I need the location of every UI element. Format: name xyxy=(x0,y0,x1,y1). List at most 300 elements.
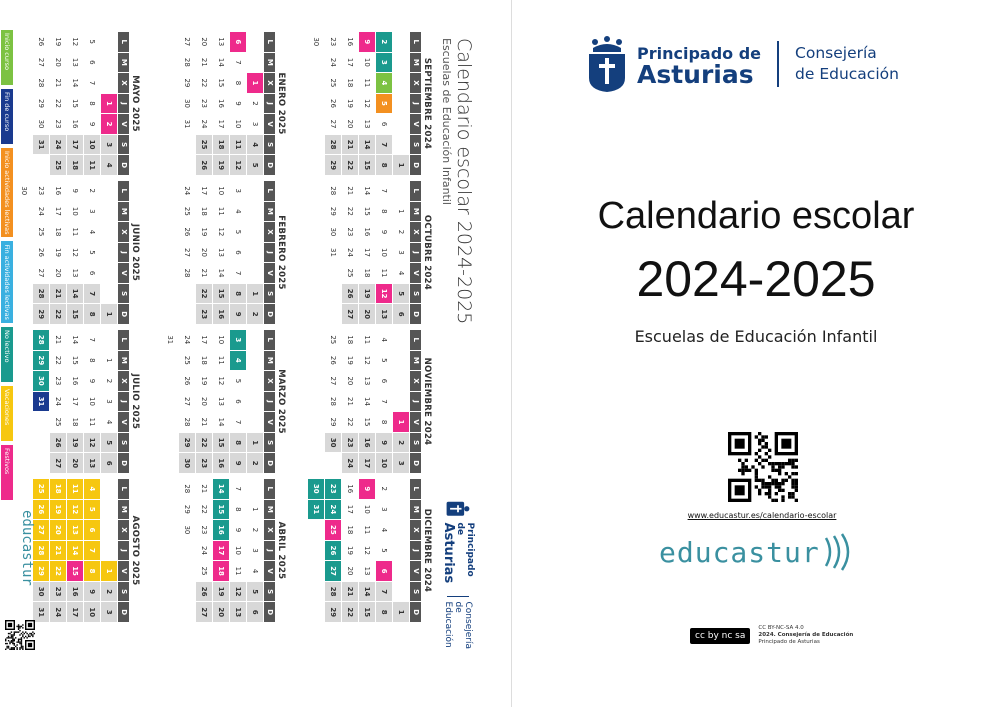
day-cell: 9 xyxy=(84,582,100,602)
day-cell: 7 xyxy=(88,80,96,86)
day-cell: 22 xyxy=(54,355,62,365)
weekday-header: X xyxy=(264,520,275,540)
day-cell: 5 xyxy=(88,250,96,255)
weekday-header: L xyxy=(410,330,421,350)
weekday-header: V xyxy=(118,263,129,283)
day-cell: 7 xyxy=(376,582,392,602)
weekday-header: J xyxy=(410,243,421,263)
day-cell: 22 xyxy=(196,433,212,453)
day-cell: 3 xyxy=(105,399,113,404)
day-cell: 22 xyxy=(342,155,358,175)
day-cell: 4 xyxy=(105,419,113,425)
weekday-header: J xyxy=(264,94,275,114)
day-cell: 4 xyxy=(376,73,392,93)
day-cell: 10 xyxy=(234,119,242,129)
day-cell: 20 xyxy=(200,397,208,406)
day-cell: 13 xyxy=(363,376,371,386)
day-cell: 24 xyxy=(183,186,191,196)
weekday-header: M xyxy=(264,351,275,371)
day-cell: 18 xyxy=(346,78,354,88)
day-cell: 24 xyxy=(50,602,66,622)
calendar-title: Calendario escolar 2024-2025 xyxy=(453,38,475,325)
day-cell: 12 xyxy=(363,355,371,365)
day-cell: 6 xyxy=(234,399,242,404)
day-cell: 8 xyxy=(376,602,392,622)
day-cell: 18 xyxy=(50,479,66,499)
day-cell: 6 xyxy=(380,121,388,127)
month-name: NOVIEMBRE 2024 xyxy=(422,357,432,446)
day-cell: 23 xyxy=(37,186,45,196)
weekday-header: M xyxy=(410,53,421,73)
day-cell: 28 xyxy=(325,135,341,155)
educastur-small: educastur xyxy=(19,510,35,586)
day-cell: 2 xyxy=(397,229,405,235)
day-cell: 31 xyxy=(166,335,174,345)
day-cell: 12 xyxy=(363,99,371,108)
day-cell: 14 xyxy=(363,397,371,406)
day-cell: 27 xyxy=(37,57,45,67)
day-cell: 6 xyxy=(84,520,100,540)
day-cell: 22 xyxy=(342,602,358,622)
day-cell: 12 xyxy=(71,37,79,47)
day-cell: 26 xyxy=(183,227,191,237)
day-cell: 28 xyxy=(33,541,49,561)
weekday-header: M xyxy=(118,500,129,520)
day-cell: 25 xyxy=(37,227,45,237)
month-8 xyxy=(1,32,141,175)
day-cell: 16 xyxy=(71,119,79,129)
day-cell: 19 xyxy=(50,500,66,520)
day-cell: 3 xyxy=(101,602,117,622)
calendar-subtitle: Escuelas de Educación Infantil xyxy=(440,38,453,205)
weekday-header: S xyxy=(264,135,275,155)
day-cell: 24 xyxy=(183,335,191,345)
day-cell: 15 xyxy=(217,78,225,88)
months-grid xyxy=(1,32,433,622)
day-cell: 21 xyxy=(342,135,358,155)
day-cell: 21 xyxy=(200,417,208,427)
day-cell: 26 xyxy=(329,99,337,108)
day-cell: 6 xyxy=(380,378,388,384)
day-cell: 27 xyxy=(325,561,341,581)
day-cell: 11 xyxy=(217,206,225,216)
day-cell: 4 xyxy=(84,479,100,499)
day-cell: 1 xyxy=(393,412,409,432)
day-cell: 15 xyxy=(213,284,229,304)
day-cell: 5 xyxy=(234,378,242,384)
day-cell: 2 xyxy=(88,188,96,194)
weekday-header: S xyxy=(410,284,421,304)
legend-item: Fin de curso xyxy=(0,89,13,144)
day-cell: 8 xyxy=(234,80,242,86)
weekday-header: S xyxy=(118,135,129,155)
day-cell: 4 xyxy=(251,568,259,574)
day-cell: 20 xyxy=(50,520,66,540)
month-1 xyxy=(293,181,433,324)
weekday-header: J xyxy=(118,94,129,114)
day-cell: 11 xyxy=(84,155,100,175)
day-cell: 31 xyxy=(183,119,191,129)
day-cell: 21 xyxy=(200,57,208,67)
day-cell: 29 xyxy=(33,561,49,581)
month-name: OCTUBRE 2024 xyxy=(422,214,432,291)
day-cell: 28 xyxy=(183,417,191,427)
day-cell: 15 xyxy=(213,433,229,453)
day-cell: 14 xyxy=(71,335,79,345)
legend-item: Vacaciones xyxy=(0,386,13,441)
day-cell: 12 xyxy=(84,433,100,453)
weekday-header: V xyxy=(264,263,275,283)
day-cell: 27 xyxy=(329,119,337,129)
day-cell: 20 xyxy=(346,376,354,386)
day-cell: 5 xyxy=(247,582,263,602)
day-cell: 16 xyxy=(346,484,354,494)
day-cell: 27 xyxy=(183,248,191,257)
day-cell: 9 xyxy=(71,188,79,194)
day-cell: 10 xyxy=(84,602,100,622)
day-cell: 25 xyxy=(183,206,191,216)
weekday-header: V xyxy=(410,412,421,432)
day-cell: 16 xyxy=(363,227,371,237)
legend-item: Festivos xyxy=(0,445,13,500)
day-cell: 31 xyxy=(33,392,49,412)
day-cell: 16 xyxy=(346,37,354,47)
month-6 xyxy=(147,330,287,473)
day-cell: 26 xyxy=(329,355,337,365)
day-cell: 22 xyxy=(50,561,66,581)
day-cell: 13 xyxy=(230,602,246,622)
day-cell: 19 xyxy=(346,99,354,108)
weekday-header: S xyxy=(410,135,421,155)
weekday-header: D xyxy=(118,155,129,175)
day-cell: 8 xyxy=(84,561,100,581)
day-cell: 29 xyxy=(183,78,191,88)
day-cell: 30 xyxy=(308,479,324,499)
day-cell: 11 xyxy=(88,417,96,427)
day-cell: 7 xyxy=(234,60,242,65)
day-cell: 20 xyxy=(346,566,354,576)
weekday-header: M xyxy=(118,202,129,222)
day-cell: 2 xyxy=(251,527,259,533)
weekday-header: D xyxy=(410,602,421,622)
day-cell: 8 xyxy=(380,209,388,214)
day-cell: 14 xyxy=(71,78,79,88)
day-cell: 11 xyxy=(363,335,371,345)
weekday-header: X xyxy=(410,73,421,93)
day-cell: 9 xyxy=(359,32,375,52)
day-cell: 10 xyxy=(84,135,100,155)
day-cell: 17 xyxy=(200,186,208,196)
cc-license-icon: cc by nc sa xyxy=(690,628,750,644)
day-cell: 9 xyxy=(234,101,242,106)
day-cell: 3 xyxy=(234,188,242,194)
day-cell: 6 xyxy=(101,453,117,473)
day-cell: 8 xyxy=(88,101,96,106)
day-cell: 31 xyxy=(33,602,49,622)
legend-item: Inicio curso xyxy=(0,30,13,85)
day-cell: 21 xyxy=(200,484,208,494)
day-cell: 15 xyxy=(71,355,79,365)
day-cell: 16 xyxy=(213,520,229,540)
weekday-header: D xyxy=(264,453,275,473)
day-cell: 21 xyxy=(346,186,354,196)
consejeria-line1: Consejería xyxy=(795,44,877,62)
month-2 xyxy=(293,330,433,473)
cover-subtitle: Escuelas de Educación Infantil xyxy=(634,327,878,346)
day-cell: 24 xyxy=(200,546,208,555)
day-cell: 6 xyxy=(376,561,392,581)
month-name: JULIO 2025 xyxy=(130,373,140,430)
day-cell: 21 xyxy=(200,268,208,278)
day-cell: 14 xyxy=(359,135,375,155)
day-cell: 1 xyxy=(101,304,117,324)
weekday-header: J xyxy=(410,541,421,561)
day-cell: 16 xyxy=(213,453,229,473)
weekday-header: V xyxy=(118,561,129,581)
day-cell: 9 xyxy=(230,304,246,324)
day-cell: 30 xyxy=(37,119,45,129)
day-cell: 26 xyxy=(50,433,66,453)
day-cell: 30 xyxy=(312,37,320,47)
day-cell: 9 xyxy=(359,479,375,499)
day-cell: 26 xyxy=(342,284,358,304)
day-cell: 14 xyxy=(359,582,375,602)
day-cell: 12 xyxy=(230,582,246,602)
day-cell: 21 xyxy=(50,541,66,561)
weekday-header: L xyxy=(410,32,421,52)
day-cell: 1 xyxy=(397,209,405,214)
day-cell: 19 xyxy=(359,284,375,304)
day-cell: 25 xyxy=(50,155,66,175)
day-cell: 10 xyxy=(71,206,79,216)
day-cell: 3 xyxy=(397,250,405,255)
day-cell: 6 xyxy=(234,250,242,255)
day-cell: 19 xyxy=(54,248,62,257)
asturias-crest-icon xyxy=(446,500,472,518)
day-cell: 23 xyxy=(50,582,66,602)
day-cell: 4 xyxy=(88,229,96,235)
day-cell: 24 xyxy=(200,119,208,129)
legend-item: Inicio actividades lectivas xyxy=(0,148,13,237)
day-cell: 4 xyxy=(380,337,388,343)
day-cell: 3 xyxy=(251,548,259,553)
weekday-header: S xyxy=(264,582,275,602)
weekday-header: L xyxy=(118,330,129,350)
month-name: SEPTIEMBRE 2024 xyxy=(422,57,432,150)
day-cell: 20 xyxy=(54,57,62,67)
day-cell: 29 xyxy=(37,99,45,108)
month-5 xyxy=(147,181,287,324)
day-cell: 17 xyxy=(213,541,229,561)
day-cell: 21 xyxy=(54,78,62,88)
day-cell: 7 xyxy=(380,399,388,404)
weekday-header: L xyxy=(264,32,275,52)
weekday-header: X xyxy=(264,222,275,242)
month-name: ABRIL 2025 xyxy=(276,521,286,580)
day-cell: 1 xyxy=(247,284,263,304)
weekday-header: M xyxy=(410,351,421,371)
day-cell: 29 xyxy=(33,304,49,324)
day-cell: 7 xyxy=(234,270,242,276)
day-cell: 27 xyxy=(183,37,191,47)
day-cell: 23 xyxy=(200,525,208,535)
day-cell: 18 xyxy=(346,335,354,345)
day-cell: 1 xyxy=(101,94,117,114)
weekday-header: M xyxy=(410,202,421,222)
day-cell: 25 xyxy=(196,135,212,155)
day-cell: 17 xyxy=(346,57,354,67)
day-cell: 25 xyxy=(346,268,354,278)
day-cell: 2 xyxy=(105,378,113,384)
month-9 xyxy=(1,181,141,324)
weekday-header: D xyxy=(410,155,421,175)
day-cell: 12 xyxy=(217,227,225,237)
weekday-header: V xyxy=(264,114,275,134)
weekday-header: S xyxy=(264,284,275,304)
month-name: ENERO 2025 xyxy=(276,72,286,135)
day-cell: 19 xyxy=(346,546,354,555)
day-cell: 12 xyxy=(217,376,225,386)
day-cell: 5 xyxy=(393,284,409,304)
day-cell: 10 xyxy=(217,186,225,196)
brand-line2: Asturias xyxy=(637,60,754,89)
day-cell: 24 xyxy=(329,57,337,67)
day-cell: 28 xyxy=(183,268,191,278)
day-cell: 14 xyxy=(217,417,225,427)
month-4 xyxy=(147,32,287,175)
day-cell: 6 xyxy=(393,304,409,324)
day-cell: 26 xyxy=(196,582,212,602)
brand-small-line1: Principado de xyxy=(455,522,475,577)
day-cell: 4 xyxy=(380,527,388,533)
day-cell: 22 xyxy=(50,304,66,324)
rotated-calendar xyxy=(3,30,475,670)
weekday-header: J xyxy=(118,243,129,263)
weekday-header: J xyxy=(264,243,275,263)
day-cell: 21 xyxy=(50,284,66,304)
day-cell: 13 xyxy=(84,453,100,473)
weekday-header: L xyxy=(410,181,421,201)
day-cell: 22 xyxy=(196,284,212,304)
brand-small-line2: Asturias xyxy=(441,522,456,584)
day-cell: 20 xyxy=(200,37,208,47)
day-cell: 8 xyxy=(230,433,246,453)
weekday-header: L xyxy=(118,479,129,499)
day-cell: 24 xyxy=(54,397,62,406)
weekday-header: M xyxy=(264,500,275,520)
weekday-header: D xyxy=(410,453,421,473)
license-line2: 2024. Consejería de Educación xyxy=(758,632,854,638)
day-cell: 17 xyxy=(54,206,62,216)
day-cell: 17 xyxy=(217,119,225,129)
day-cell: 20 xyxy=(346,119,354,129)
day-cell: 6 xyxy=(230,32,246,52)
weekday-header: M xyxy=(410,500,421,520)
day-cell: 10 xyxy=(234,546,242,555)
day-cell: 5 xyxy=(84,500,100,520)
day-cell: 2 xyxy=(101,114,117,134)
weekday-header: V xyxy=(410,114,421,134)
month-0 xyxy=(293,32,433,175)
day-cell: 30 xyxy=(33,582,49,602)
day-cell: 17 xyxy=(363,248,371,257)
day-cell: 5 xyxy=(101,433,117,453)
day-cell: 30 xyxy=(179,453,195,473)
day-cell: 25 xyxy=(33,479,49,499)
day-cell: 22 xyxy=(200,504,208,514)
weekday-header: S xyxy=(264,433,275,453)
day-cell: 10 xyxy=(88,397,96,406)
day-cell: 6 xyxy=(88,60,96,65)
calendar-url-link[interactable]: www.educastur.es/calendario-escolar xyxy=(687,511,837,520)
weekday-header: L xyxy=(264,181,275,201)
weekday-header: J xyxy=(410,392,421,412)
day-cell: 19 xyxy=(213,582,229,602)
day-cell: 14 xyxy=(217,57,225,67)
principado-logo xyxy=(587,36,899,92)
day-cell: 10 xyxy=(376,453,392,473)
weekday-header: X xyxy=(118,222,129,242)
weekday-header: S xyxy=(410,433,421,453)
day-cell: 18 xyxy=(54,227,62,237)
day-cell: 12 xyxy=(71,248,79,257)
day-cell: 24 xyxy=(346,248,354,257)
day-cell: 23 xyxy=(325,479,341,499)
day-cell: 20 xyxy=(54,268,62,278)
day-cell: 2 xyxy=(101,582,117,602)
weekday-header: M xyxy=(118,53,129,73)
day-cell: 30 xyxy=(33,371,49,391)
weekday-header: X xyxy=(118,520,129,540)
day-cell: 30 xyxy=(325,433,341,453)
legend-item: Fin actividades lectivas xyxy=(0,241,13,322)
day-cell: 5 xyxy=(376,94,392,114)
day-cell: 15 xyxy=(67,561,83,581)
day-cell: 3 xyxy=(88,209,96,214)
day-cell: 2 xyxy=(247,304,263,324)
consejeria-line2: de Educación xyxy=(795,65,899,83)
qr-code-icon[interactable] xyxy=(728,432,798,502)
day-cell: 18 xyxy=(213,135,229,155)
day-cell: 9 xyxy=(88,378,96,384)
day-cell: 5 xyxy=(380,358,388,363)
weekday-header: V xyxy=(118,412,129,432)
day-cell: 5 xyxy=(234,229,242,235)
month-10 xyxy=(1,330,141,473)
day-cell: 14 xyxy=(67,541,83,561)
day-cell: 16 xyxy=(213,304,229,324)
logo-small xyxy=(442,500,475,660)
day-cell: 19 xyxy=(200,227,208,237)
month-7 xyxy=(147,479,287,622)
day-cell: 15 xyxy=(363,417,371,427)
day-cell: 5 xyxy=(380,548,388,553)
weekday-header: J xyxy=(118,541,129,561)
day-cell: 19 xyxy=(67,433,83,453)
day-cell: 1 xyxy=(393,155,409,175)
day-cell: 23 xyxy=(196,453,212,473)
day-cell: 13 xyxy=(71,268,79,278)
day-cell: 11 xyxy=(234,566,242,576)
day-cell: 10 xyxy=(380,248,388,257)
day-cell: 24 xyxy=(50,135,66,155)
day-cell: 8 xyxy=(380,419,388,425)
day-cell: 8 xyxy=(88,358,96,363)
day-cell: 11 xyxy=(217,355,225,365)
weekday-header: D xyxy=(410,304,421,324)
month-3 xyxy=(293,479,433,622)
day-cell: 27 xyxy=(33,520,49,540)
